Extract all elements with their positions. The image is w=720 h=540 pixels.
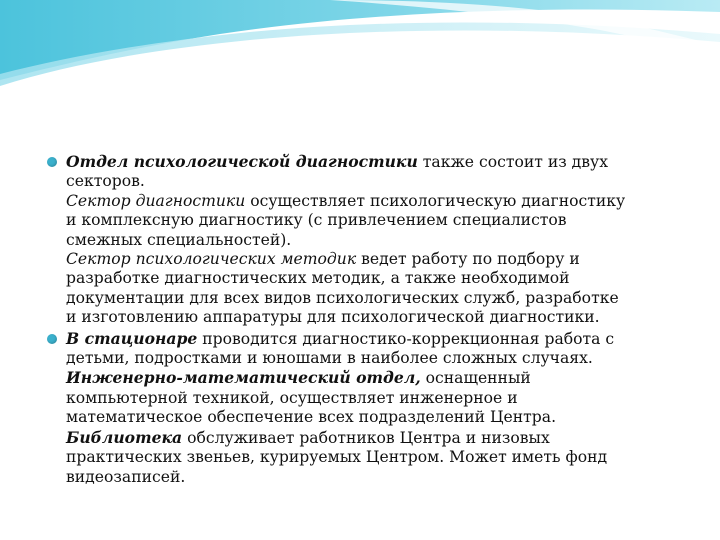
text-line — [66, 448, 694, 467]
text-line — [66, 211, 694, 230]
line-text: проводится диагностико-коррекционная работа с — [197, 329, 615, 348]
text-line — [66, 172, 694, 191]
emphasis-term: Сектор диагностики — [66, 191, 246, 210]
text-line — [66, 408, 694, 427]
line-text: смежных специальностей). — [66, 230, 292, 249]
bullet-item — [44, 329, 694, 487]
line-text: математическое обеспечение всех подразделений Центра. — [66, 408, 557, 427]
header-wave-decoration — [0, 0, 720, 90]
bullet-dot-icon — [47, 157, 57, 167]
line-text: также состоит из двух — [417, 153, 609, 171]
text-line — [66, 308, 694, 327]
text-line — [66, 389, 694, 408]
text-line — [66, 231, 694, 250]
text-line — [66, 329, 694, 349]
bullet-item — [44, 152, 694, 328]
emphasis-term: Библиотека — [66, 427, 183, 447]
line-text: видеозаписей. — [66, 467, 186, 486]
line-text: оснащенный — [420, 369, 531, 388]
line-text: детьми, подростками и юношами в наиболее сложных случаях. — [66, 349, 593, 368]
line-text: и комплексную диагностику (с привлечением специалистов — [66, 211, 567, 230]
emphasis-term: Сектор психологических методик — [66, 250, 357, 269]
text-line — [66, 368, 694, 388]
line-text: ведет работу по подбору и — [356, 250, 580, 269]
text-line — [66, 289, 694, 308]
line-text: компьютерной техникой, осуществляет инженерное и — [66, 388, 518, 407]
line-text: разработке диагностических методик, а также необходимой — [66, 269, 570, 288]
emphasis-term: В стационаре — [66, 328, 198, 348]
line-text: осуществляет психологическую диагностику — [245, 191, 626, 210]
line-text: секторов. — [66, 172, 145, 191]
text-line — [66, 192, 694, 211]
line-text: практических звеньев, курируемых Центром. Может иметь фонд — [66, 448, 608, 467]
text-line — [66, 428, 694, 448]
text-line — [66, 152, 694, 172]
line-text: обслуживает работников Центра и низовых — [182, 428, 550, 447]
emphasis-term: Отдел психологической диагностики — [66, 152, 418, 171]
bullet-dot-icon — [47, 334, 57, 344]
line-text: и изготовлению аппаратуры для психологической диагностики. — [66, 308, 600, 327]
text-line — [66, 250, 694, 269]
emphasis-term: Инженерно-математический отдел, — [66, 368, 421, 388]
text-line — [66, 349, 694, 368]
text-line — [66, 468, 694, 487]
slide-body — [44, 152, 694, 487]
text-line — [66, 269, 694, 288]
line-text: документации для всех видов психологических служб, разработке — [66, 288, 619, 307]
